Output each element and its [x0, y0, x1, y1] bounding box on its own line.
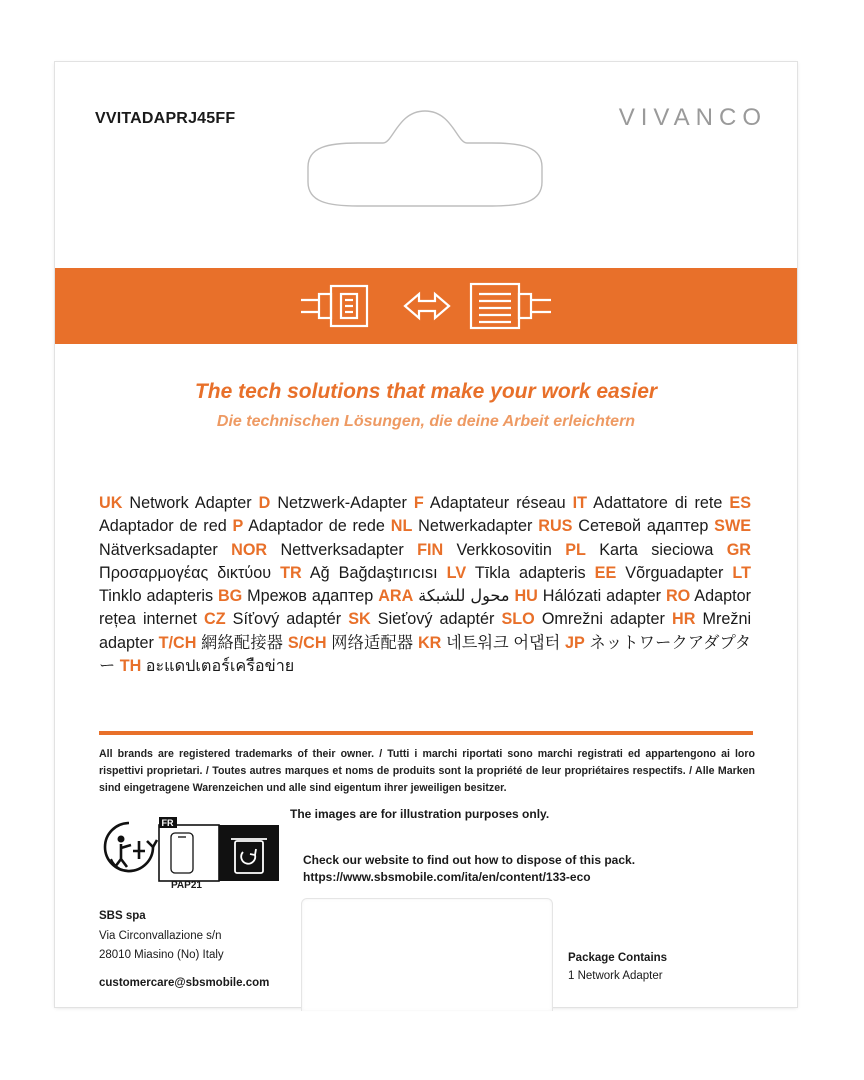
- company-email: customercare@sbsmobile.com: [99, 976, 270, 989]
- language-code: LV: [446, 563, 467, 582]
- language-code: JP: [564, 633, 585, 652]
- translation-text: Síťový adaptér: [232, 610, 342, 629]
- company-name: SBS spa: [99, 910, 146, 922]
- language-code: BG: [217, 587, 243, 606]
- translation-text: Netzwerk-Adapter: [277, 494, 407, 512]
- language-code: IT: [572, 494, 588, 512]
- illustration-note: The images are for illustration purposes only.: [290, 807, 550, 821]
- language-code: UK: [99, 494, 123, 512]
- translation-text: Adaptateur réseau: [429, 494, 566, 512]
- language-code: CZ: [204, 610, 226, 629]
- language-code: SWE: [714, 517, 752, 536]
- language-code: TH: [119, 657, 142, 676]
- translation-text: Мрежов адаптер: [247, 587, 374, 606]
- language-code: HR: [672, 610, 696, 629]
- product-code: VVITADAPRJ45FF: [95, 110, 236, 127]
- translation-text: Hálózati adapter: [542, 587, 662, 606]
- language-code: ES: [729, 494, 752, 512]
- translation-text: Nätverksadapter: [99, 540, 218, 559]
- language-code: P: [232, 517, 244, 536]
- legal-text: All brands are registered trademarks of their owner. / Tutti i marchi riportati sono marchi registrati ed appartengono ai loro rispettivi proprietari. / Toutes autres marques et noms de produits sont la propriété de leur propriétaires respectifs. / Alle Marken sind eingetragene Warenzeichen und alle sind eigentum ihrer jeweiligen besitzer.: [99, 748, 755, 794]
- package-card: [55, 62, 797, 1007]
- translation-text: Network Adapter: [129, 494, 252, 512]
- translation-text: Adaptador de red: [99, 517, 227, 536]
- language-code: S/CH: [287, 633, 327, 652]
- language-code: SK: [348, 610, 371, 629]
- language-code: GR: [726, 540, 751, 559]
- translations-block: [99, 492, 751, 678]
- language-code: F: [413, 494, 424, 512]
- translation-text: Сетевой адаптер: [578, 517, 709, 536]
- language-code: NL: [390, 517, 413, 536]
- translation-text: Tīkla adapteris: [474, 563, 586, 582]
- language-code: TR: [280, 563, 302, 582]
- language-code: NOR: [231, 540, 268, 559]
- tagline-primary: The tech solutions that make your work easier: [194, 380, 658, 403]
- translation-text: Adaptor rețea internet: [99, 587, 751, 629]
- network-adapter-icon: [297, 278, 557, 334]
- package-contents: [568, 949, 667, 985]
- dispose-info: [303, 852, 635, 886]
- language-code: HU: [514, 587, 538, 606]
- orange-band: [55, 268, 797, 344]
- translation-text: Netwerkadapter: [418, 517, 533, 536]
- language-code: KR: [417, 633, 442, 652]
- translation-text: ネットワークアダプター: [99, 633, 752, 676]
- translation-text: อะแดปเตอร์เครือข่าย: [145, 657, 295, 676]
- translation-text: Tinklo adapteris: [99, 587, 214, 606]
- translation-text: 網絡配接器: [201, 633, 284, 652]
- company-info: [99, 907, 269, 993]
- package-contents-item: 1 Network Adapter: [568, 970, 663, 982]
- translation-text: Omrežni adapter: [541, 610, 665, 629]
- translation-text: Ağ Bağdaştırıcısı: [309, 563, 438, 582]
- package-contents-heading: Package Contains: [568, 952, 668, 964]
- language-code: RUS: [538, 517, 573, 536]
- eco-url: https://www.sbsmobile.com/ita/en/content/133-eco: [303, 870, 591, 884]
- translation-text: Adattatore di rete: [593, 494, 723, 512]
- address-line-2: 28010 Miasino (No) Italy: [99, 949, 224, 961]
- translation-text: Võrguadapter: [625, 563, 724, 582]
- language-code: D: [258, 494, 271, 512]
- translation-text: محول للشبكة: [418, 587, 510, 606]
- language-code: ARA: [378, 587, 414, 606]
- brand-logo: VIVANCO: [618, 104, 767, 131]
- translation-text: Verkkosovitin: [456, 540, 552, 559]
- language-code: FIN: [417, 540, 444, 559]
- translation-text: Nettverksadapter: [280, 540, 404, 559]
- address-line-1: Via Circonvallazione s/n: [99, 929, 222, 942]
- language-code: LT: [732, 563, 751, 582]
- translation-text: 네트워크 어댑터: [446, 633, 561, 652]
- translation-text: Adaptador de rede: [248, 517, 385, 536]
- translation-text: Karta sieciowa: [599, 540, 714, 559]
- hanger-hole-icon: [288, 107, 562, 212]
- translation-text: 网络适配器: [331, 633, 414, 652]
- divider: [99, 731, 753, 735]
- language-code: SLO: [501, 610, 535, 629]
- translation-text: Mrežni adapter: [99, 610, 752, 652]
- pap-label: PAP21: [171, 880, 202, 891]
- product-window: [301, 898, 553, 1011]
- fr-label: FR: [161, 818, 174, 828]
- language-code: EE: [594, 563, 617, 582]
- language-code: RO: [665, 587, 691, 606]
- dispose-text: Check our website to find out how to dispose of this pack.: [303, 853, 636, 867]
- language-code: T/CH: [158, 633, 197, 652]
- recycling-label: [99, 815, 284, 885]
- language-code: PL: [565, 540, 586, 559]
- translation-text: Προσαρμογέας δικτύου: [99, 563, 272, 582]
- translation-text: Sieťový adaptér: [377, 610, 495, 629]
- tagline-secondary: Die technischen Lösungen, die deine Arbeit erleichtern: [216, 413, 636, 430]
- triman-icon: [105, 823, 157, 871]
